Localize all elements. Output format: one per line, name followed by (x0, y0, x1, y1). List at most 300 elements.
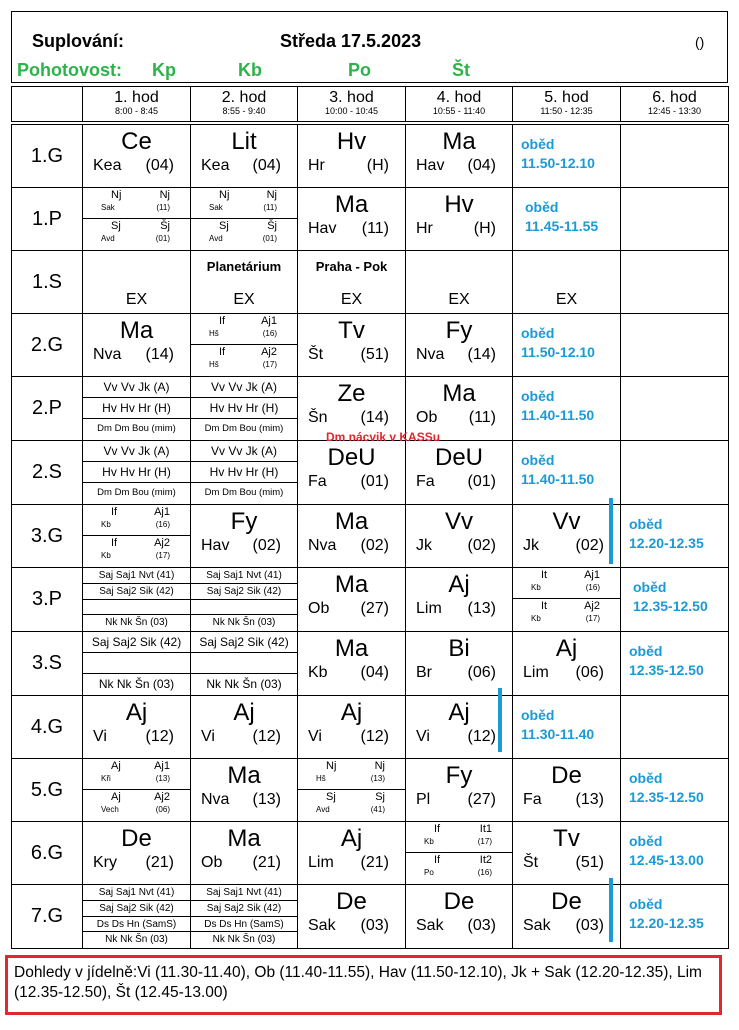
split-teacher: Kb (531, 583, 541, 592)
group-line: Saj Saj2 Sik (42) (83, 901, 190, 917)
excursion-label: EX (555, 291, 578, 308)
split-subject: If (219, 346, 226, 358)
teacher: Br (416, 664, 432, 681)
lesson-cell (406, 568, 513, 632)
class-row-2s (12, 441, 729, 505)
class-label: 1.G (12, 125, 83, 188)
lesson-cell (298, 505, 406, 568)
class-label: 2.G (12, 314, 83, 377)
subject: Tv (338, 317, 365, 344)
group-line: Vv Vv Jk (A) (83, 441, 190, 462)
teacher: Fa (308, 473, 327, 490)
split-room: (16) (155, 520, 170, 529)
room: (13) (252, 791, 281, 808)
class-label: 3.G (12, 505, 83, 568)
hour-time: 8:00 - 8:45 (114, 106, 159, 116)
room: (51) (360, 346, 389, 363)
subject: Fy (445, 762, 473, 789)
class-label: 4.G (12, 696, 83, 759)
split-subject: If (219, 315, 226, 327)
class-row-3p (12, 568, 729, 632)
group-list-cell (83, 632, 191, 696)
lunch-label: oběd (521, 136, 555, 152)
lesson-cell (83, 696, 191, 759)
pohotovost-teacher: Po (348, 60, 372, 80)
room: (12) (467, 728, 496, 745)
empty-cell (621, 696, 729, 759)
room: (51) (575, 854, 604, 871)
empty-cell (621, 125, 729, 188)
lunch-cell (621, 505, 729, 568)
subject: Lit (231, 128, 257, 155)
split-group: Nj (159, 189, 170, 201)
subject: De (551, 762, 582, 789)
class-row-4g (12, 696, 729, 759)
group-line: Nk Nk Šn (03) (98, 677, 175, 691)
hour-time: 10:00 - 10:45 (324, 106, 379, 116)
split-subject: Sj (219, 220, 229, 232)
split-teacher: Hš (209, 360, 219, 369)
lunch-label: oběd (629, 896, 663, 912)
excursion-cell (513, 251, 621, 314)
lunch-cell (621, 885, 729, 949)
teacher: Fa (416, 473, 435, 490)
teacher: Kry (93, 854, 117, 871)
hour-name: 1. hod (114, 89, 159, 106)
lunch-time: 11.50-12.10 (521, 344, 595, 360)
subject: Ma (442, 380, 476, 407)
subject: Ma (334, 635, 369, 662)
group-line-empty (191, 600, 297, 616)
teacher: Hav (201, 537, 230, 554)
split-room: (17) (262, 360, 277, 369)
lunch-cell (621, 632, 729, 696)
class-row-6g (12, 822, 729, 885)
group-line: Vv Vv Jk (A) (191, 441, 297, 462)
room: (14) (467, 346, 496, 363)
group-line: Hv Hv Hr (H) (191, 398, 297, 419)
subject: Ma (334, 191, 369, 218)
group-line: Saj Saj2 Sik (42) (83, 632, 190, 653)
split-cell (83, 505, 191, 568)
room: (02) (575, 537, 604, 554)
lunch-cell (513, 314, 621, 377)
group-line: Saj Saj2 Sik (42) (191, 632, 297, 653)
teacher: Sak (308, 917, 336, 934)
subject: Hv (444, 191, 474, 218)
subject: Bi (448, 635, 470, 662)
group-line: Saj Saj1 Nvt (41) (83, 568, 190, 584)
schedule-header (11, 11, 728, 83)
subject: Ma (227, 762, 261, 789)
room: (14) (360, 409, 389, 426)
split-cell (83, 759, 191, 822)
pohotovost-teacher: Kb (238, 60, 262, 80)
subject: Ze (337, 380, 366, 407)
group-line: Vv Vv Jk (A) (191, 377, 297, 398)
room: (02) (360, 537, 389, 554)
teacher: Hr (416, 220, 433, 237)
split-teacher: Sak (101, 203, 115, 212)
split-group: It1 (479, 823, 492, 835)
split-room: (17) (477, 837, 492, 846)
lunch-time: 12.45-13.00 (629, 852, 704, 868)
supervision-text: Dohledy v jídelně:Vi (11.30-11.40), Ob (11.40-11.55), Hav (11.50-12.10), Jk + Sak (12.20-12.35), Lim (12.35-12.50), Št (12.45-13.00) (14, 964, 702, 1001)
lesson-cell (83, 314, 191, 377)
class-row-2g (12, 314, 729, 377)
split-group: Sj (375, 791, 385, 803)
split-room: (06) (155, 805, 170, 814)
lunch-time: 11.40-11.50 (521, 471, 595, 487)
empty-cell (621, 314, 729, 377)
split-room: (13) (370, 774, 385, 783)
class-label: 2.S (12, 441, 83, 505)
class-label: 1.P (12, 188, 83, 251)
teacher: Kb (308, 664, 328, 681)
split-group: Šj (160, 220, 170, 232)
teacher: Vi (416, 728, 430, 745)
class-row-5g (12, 759, 729, 822)
group-line: Vv Vv Jk (A) (83, 377, 190, 398)
teacher: Jk (416, 537, 432, 554)
lunch-time: 12.20-12.35 (629, 915, 704, 931)
teacher: Pl (416, 791, 431, 808)
room: (12) (252, 728, 281, 745)
group-list-cell (83, 885, 191, 949)
lunch-cell (621, 822, 729, 885)
split-teacher: Kb (424, 837, 434, 846)
subject: Ma (334, 571, 369, 598)
subject: Aj (340, 699, 363, 726)
split-teacher: Vech (101, 805, 119, 814)
lesson-cell (298, 885, 406, 949)
group-list-cell (191, 885, 298, 949)
split-room: (17) (585, 614, 600, 623)
room: (21) (145, 854, 174, 871)
lunch-cell (513, 441, 621, 505)
lesson-cell (298, 822, 406, 885)
hour-name: 5. hod (544, 89, 589, 106)
room: (H) (366, 157, 389, 174)
split-room: (16) (262, 329, 277, 338)
room: (04) (252, 157, 281, 174)
lunch-time: 11.45-11.55 (525, 218, 599, 234)
lesson-cell (298, 568, 406, 632)
lunch-time: 12.35-12.50 (629, 662, 704, 678)
split-group: Aj1 (154, 760, 170, 772)
split-cell (191, 188, 298, 251)
group-line: Dm Dm Bou (mim) (97, 423, 176, 434)
subject: De (443, 888, 475, 915)
room: (04) (467, 157, 496, 174)
lesson-cell (406, 125, 513, 188)
excursion-cell (298, 251, 406, 314)
split-subject: Nj (219, 189, 230, 201)
hour-header (406, 87, 513, 122)
excursion-cell (191, 251, 298, 314)
split-cell (83, 188, 191, 251)
group-line: Saj Saj2 Sik (42) (191, 584, 297, 600)
split-cell (513, 568, 621, 632)
room: (11) (361, 220, 389, 237)
teacher: Lim (308, 854, 334, 871)
hour-name: 3. hod (329, 89, 374, 106)
split-subject: Sj (326, 791, 336, 803)
split-subject: If (434, 823, 441, 835)
schedule-table (11, 86, 729, 949)
lesson-cell (298, 441, 406, 505)
lesson-cell (406, 441, 513, 505)
subject: Aj (448, 699, 470, 726)
lunch-boundary-bar (609, 878, 613, 942)
split-subject: Sj (111, 220, 121, 232)
lunch-label: oběd (629, 770, 663, 786)
room: (13) (467, 600, 496, 617)
teacher: Vi (201, 728, 215, 745)
group-line: Nk Nk Šn (03) (212, 934, 276, 946)
lunch-label: oběd (633, 579, 667, 595)
lesson-cell (298, 632, 406, 696)
room: (13) (575, 791, 604, 808)
teacher: Hr (308, 157, 325, 174)
excursion-label: EX (233, 291, 255, 308)
split-group: Aj2 (154, 537, 170, 549)
lunch-time: 11.50-12.10 (521, 155, 595, 171)
split-subject: If (111, 506, 118, 518)
lunch-cell (513, 188, 621, 251)
split-teacher: Kb (101, 551, 111, 560)
hour-header (513, 87, 621, 122)
lesson-cell (298, 696, 406, 759)
hour-time: 10:55 - 11:40 (432, 106, 486, 116)
split-room: (11) (263, 203, 277, 212)
group-line: Saj Saj1 Nvt (41) (191, 568, 297, 584)
group-line-empty (83, 600, 190, 616)
split-group: Aj1 (584, 569, 600, 581)
split-teacher: Hš (209, 329, 219, 338)
subject: De (336, 888, 367, 915)
lesson-cell (298, 125, 406, 188)
teacher: Vi (308, 728, 322, 745)
rehearsal-note: Dm nácvik v KASSu (326, 430, 441, 444)
split-cell (298, 759, 406, 822)
hour-time: 12:45 - 13:30 (647, 106, 702, 116)
class-row-1g (12, 125, 729, 188)
split-cell (191, 314, 298, 377)
room: (21) (252, 854, 281, 871)
split-subject: Nj (111, 189, 122, 201)
subject: Aj (555, 635, 578, 662)
pohotovost-teacher: Št (452, 60, 470, 80)
lunch-label: oběd (521, 707, 555, 723)
group-list-cell (83, 441, 191, 505)
teacher: Nva (93, 346, 122, 363)
split-teacher: Kři (101, 774, 111, 783)
excursion-label: EX (125, 291, 148, 308)
class-row-3s (12, 632, 729, 696)
room: (02) (252, 537, 281, 554)
group-line-empty (83, 653, 190, 674)
teacher: Ob (308, 600, 330, 617)
lesson-cell (513, 822, 621, 885)
teacher: Nva (308, 537, 337, 554)
class-label: 6.G (12, 822, 83, 885)
lunch-label: oběd (629, 516, 663, 532)
lunch-label: oběd (629, 643, 663, 659)
subject: De (121, 825, 152, 852)
class-label: 3.P (12, 568, 83, 632)
subject: Ma (442, 128, 476, 155)
lunch-time: 11.30-11.40 (521, 726, 595, 742)
lunch-label: oběd (521, 452, 555, 468)
group-line: Dm Dm Bou (mim) (204, 423, 284, 434)
empty-cell (621, 188, 729, 251)
class-label: 5.G (12, 759, 83, 822)
lesson-cell (406, 759, 513, 822)
split-room: (13) (155, 774, 170, 783)
group-line: Nk Nk Šn (03) (105, 617, 168, 629)
group-line: Ds Ds Hn (SamS) (83, 917, 190, 933)
lunch-time: 12.35-12.50 (633, 598, 708, 614)
split-teacher: Sak (209, 203, 223, 212)
class-row-1s (12, 251, 729, 314)
lunch-time: 12.20-12.35 (629, 535, 704, 551)
teacher: Sak (416, 917, 444, 934)
subject: Fy (445, 317, 473, 344)
split-room: (17) (155, 551, 170, 560)
group-line: Hv Hv Hr (H) (83, 462, 190, 483)
lesson-cell (83, 822, 191, 885)
lesson-cell (191, 822, 298, 885)
teacher: Št (308, 346, 324, 363)
split-group: Aj2 (154, 791, 170, 803)
teacher: Hav (308, 220, 337, 237)
lesson-cell (406, 505, 513, 568)
split-subject: It (541, 600, 548, 612)
split-subject: Aj (111, 760, 121, 772)
group-list-cell (191, 377, 298, 441)
class-label: 2.P (12, 377, 83, 441)
group-line: Saj Saj2 Sik (42) (191, 901, 297, 917)
empty-cell (621, 377, 729, 441)
subject: Ma (334, 508, 369, 535)
group-line: Saj Saj2 Sik (42) (83, 584, 190, 600)
subject: Hv (336, 128, 367, 155)
header-paren: () (695, 34, 705, 50)
room: (03) (360, 917, 389, 934)
teacher: Sak (523, 917, 551, 934)
hour-header (621, 87, 729, 122)
room: (03) (467, 917, 496, 934)
teacher: Ob (201, 854, 223, 871)
split-room: (11) (156, 203, 170, 212)
lunch-cell (513, 125, 621, 188)
pohotovost-label: Pohotovost: (17, 60, 122, 80)
split-teacher: Kb (531, 614, 541, 623)
split-teacher: Po (424, 868, 434, 877)
subject: Vv (444, 508, 473, 535)
room: (12) (360, 728, 389, 745)
room: (01) (467, 473, 496, 490)
split-teacher: Avd (316, 805, 330, 814)
teacher: Lim (523, 664, 549, 681)
split-room: (01) (155, 234, 170, 243)
teacher: Vi (93, 728, 107, 745)
group-list-cell (83, 568, 191, 632)
lunch-label: oběd (521, 388, 555, 404)
subject: Tv (553, 825, 580, 852)
lunch-time: 11.40-11.50 (521, 407, 595, 423)
split-teacher: Kb (101, 520, 111, 529)
corner-cell (12, 87, 83, 122)
subject: Fy (230, 508, 258, 535)
group-line-empty (191, 653, 297, 674)
split-cell (406, 822, 513, 885)
lesson-cell (513, 632, 621, 696)
room: (06) (467, 664, 496, 681)
excursion-label: EX (340, 291, 363, 308)
room: (01) (360, 473, 389, 490)
lunch-label: oběd (525, 199, 559, 215)
split-group: Aj2 (584, 600, 600, 612)
room: (03) (575, 917, 604, 934)
room: (21) (360, 854, 389, 871)
room: (04) (360, 664, 389, 681)
teacher: Fa (523, 791, 542, 808)
room: (12) (145, 728, 174, 745)
split-group: It2 (479, 854, 492, 866)
lunch-boundary-bar (498, 688, 502, 752)
split-group: Nj (374, 760, 385, 772)
split-room: (41) (370, 805, 385, 814)
lunch-boundary-bar (609, 498, 613, 564)
split-group: Šj (267, 220, 277, 232)
split-room: (16) (585, 583, 600, 592)
lesson-cell (406, 314, 513, 377)
lesson-cell (513, 759, 621, 822)
pohotovost-teacher: Kp (152, 60, 176, 80)
group-line: Nk Nk Šn (03) (105, 934, 168, 946)
group-line: Dm Dm Bou (mim) (204, 487, 284, 498)
excursion-label: EX (448, 291, 470, 308)
room: (02) (467, 537, 496, 554)
teacher: Ob (416, 409, 438, 426)
lesson-cell (406, 696, 513, 759)
group-line: Hv Hv Hr (H) (191, 462, 297, 483)
split-group: Aj1 (261, 315, 277, 327)
lunch-cell (513, 377, 621, 441)
teacher: Kea (93, 157, 122, 174)
lesson-cell (191, 759, 298, 822)
teacher: Hav (416, 157, 445, 174)
room: (27) (360, 600, 389, 617)
hour-name: 4. hod (436, 89, 482, 106)
subject: Aj (340, 825, 363, 852)
split-subject: If (434, 854, 441, 866)
lunch-cell (621, 568, 729, 632)
hour-time: 11:50 - 12:35 (540, 106, 593, 116)
split-room: (16) (477, 868, 492, 877)
lesson-cell (513, 885, 621, 949)
hours-header-row (12, 87, 729, 122)
split-group: Aj1 (154, 506, 170, 518)
subject: Ce (121, 128, 152, 155)
split-teacher: Avd (101, 234, 115, 243)
lunch-label: oběd (521, 325, 555, 341)
group-list-cell (83, 377, 191, 441)
lunch-cell (513, 696, 621, 759)
split-subject: Aj (111, 791, 121, 803)
